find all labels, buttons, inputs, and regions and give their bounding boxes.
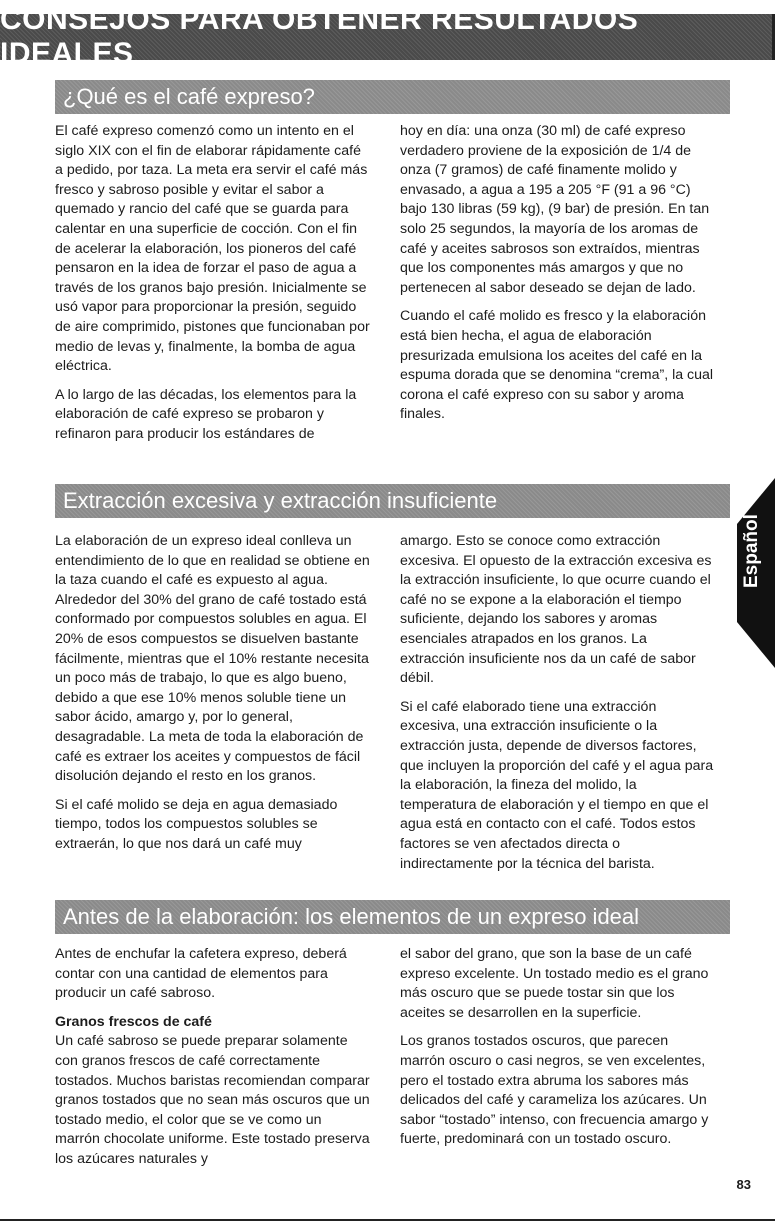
section-heading: Extracción excesiva y extracción insuficiente [63, 488, 498, 513]
section-1-right-column [400, 122, 715, 434]
paragraph: Si el café molido se deja en agua demasiado tiempo, todos los compuestos solubles se extraerán, lo que nos dará un café muy [55, 796, 338, 852]
paragraph: La elaboración de un expreso ideal conlleva un entendimiento de lo que en realidad se obtiene en la taza cuando el café es expuesto al agua. Alrededor del 30% del grano de café tostado está conformado por compuestos solubles en agua. El 20% de esos compuestos se disuelven bastante fácilmente, mientras que el 10% restante necesita un poco más de trabajo, lo que es algo bueno, debido a que ese 10% menos soluble tiene un sabor ácido, amargo y, por lo general, desagradable. La meta de toda la elaboración de café es extraer los aceites y compuestos de fácil disolución dejando el resto en los granos. [55, 533, 370, 785]
paragraph: amargo. Esto se conoce como extracción excesiva. El opuesto de la extracción excesiva es la extracción insuficiente, lo que ocurre cuando el café no se expone a la elaboración el tiempo suficiente, dejando los sabores y aromas esenciales atrapados en los granos. La extracción insuficiente nos da un café de sabor débil. [400, 533, 712, 687]
bottom-rule [0, 1219, 775, 1221]
paragraph: Un café sabroso se puede preparar solamente con granos frescos de café correctamente tostados. Muchos baristas recomiendan comparar granos tostados que no sean más oscuros que un tostado medio, el color que se ve como un marrón chocolate uniforme. Este tostado preserva los azúcares naturales y [55, 1033, 370, 1167]
paragraph: El café expreso comenzó como un intento en el siglo XIX con el fin de elaborar rápidamente café a pedido, por taza. La meta era servir el café más fresco y sabroso posible y evitar el sabor a quemado y rancio del café que se guarda para calentar en una superficie de cocción. Con el fin de acelerar la elaboración, los pioneros del café pensaron en la idea de forzar el paso de agua a través de los granos bajo presión. Inicialmente se usó vapor para proporcionar la presión, seguido de aire comprimido, pistones que funcionaban por medio de levas y, finalmente, la bomba de agua eléctrica. [55, 123, 370, 375]
paragraph: Cuando el café molido es fresco y la elaboración está bien hecha, el agua de elaboración presurizada emulsiona los aceites del café en la espuma dorada que se denomina “crema”, la cual corona el café expreso con su sabor y aroma finales. [400, 308, 714, 423]
paragraph: Si el café elaborado tiene una extracción excesiva, una extracción insuficiente o la extracción justa, depende de diversos factores, que incluyen la proporción del café y el agua para la elaboración, la fineza del molido, la temperatura de elaboración y el tiempo en que el agua está en contacto con el café. Todos estos factores se ven afectados directa o indirectamente por la técnica del barista. [400, 698, 714, 872]
section-2-right-column [400, 532, 715, 883]
paragraph: el sabor del grano, que son la base de un café expreso excelente. Un tostado medio es el grano más oscuro que se puede tostar sin que los aceites se desarrollen en la superficie. [400, 946, 709, 1021]
page-title: CONSEJOS PARA OBTENER RESULTADOS IDEALES [0, 3, 639, 70]
section-header-extraction [55, 484, 730, 518]
section-1-left-column [55, 122, 370, 454]
language-label: Español [741, 514, 762, 588]
paragraph: A lo largo de las décadas, los elementos para la elaboración de café expreso se probaron y refinaron para producir los estándares de [55, 386, 357, 442]
paragraph: hoy en día: una onza (30 ml) de café expreso verdadero proviene de la exposición de 1/4 de onza (7 gramos) de café finamente molido y envasado, a agua a 195 a 205 °F (91 a 96 °C) bajo 130 libras (59 kg), (9 bar) de presión. En tan solo 25 segundos, la mayoría de los aromas de café y aceites sabrosos son extraídos, mientras que los componentes más amargos y que no pertenecen al sabor deseado se dejan de lado. [400, 123, 710, 296]
section-3-right-column [400, 945, 715, 1159]
section-2-left-column [55, 532, 370, 864]
paragraph: Los granos tostados oscuros, que parecen marrón oscuro o casi negros, se ven excelentes, pero el tostado extra abruma los sabores más delicados del café y carameliza los azúcares. Un sabor “tostado” intenso, con frecuencia amargo y fuerte, predominará con un tostado oscuro. [400, 1033, 709, 1148]
subheading: Granos frescos de café [55, 1013, 212, 1030]
paragraph: Antes de enchufar la cafetera expreso, deberá contar con una cantidad de elementos para producir un café sabroso. [55, 946, 347, 1002]
language-tab [729, 478, 775, 668]
section-3-left-column [55, 945, 370, 1179]
section-header-espresso [55, 80, 730, 114]
section-header-before-brewing [55, 900, 730, 934]
page-number: 83 [736, 1177, 751, 1192]
section-heading: ¿Qué es el café expreso? [63, 84, 315, 109]
page-title-banner [0, 3, 775, 70]
section-heading: Antes de la elaboración: los elementos de un expreso ideal [63, 904, 640, 929]
